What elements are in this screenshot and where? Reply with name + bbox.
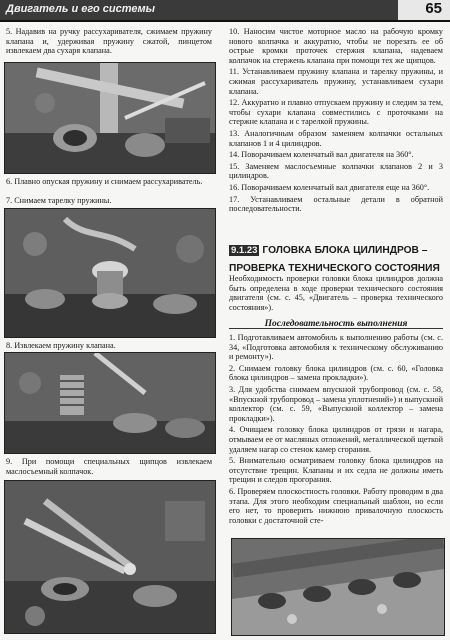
photo-oil-seal-pliers [4,480,216,634]
step-9-text: 9. При помощи специальных щипцов извлекаем маслосъемный колпачок. [6,457,212,476]
step-5-text: 5. Надавив на ручку рассухаривателя, сжимаем пружину клапана и, удерживая пружину сжатой, пинцетом извлекаем два сухаря клапана. [6,27,212,56]
procedure-step-1: 1. Подготавливаем автомобиль к выполнению работы (см. с. 34, «Подготовка автомобиля к техническому обслуживанию и ремонту»). [229,333,443,362]
page-number-box [398,0,450,20]
step-15-text: 15. Заменяем маслосъемные колпачки клапанов 2 и 3 цилиндров. [229,161,443,181]
photo-cylinder-head [231,538,445,636]
photo-valve-spring-compressor [4,62,216,174]
step-10-text: 10. Наносим чистое моторное масло на рабочую кромку нового колпачка и аккуратно, чтобы не порезать ее об острые кромки проточек стержня клапана, надеваем колпачок на стержень клапана при помощи тех же щипцов. [229,27,443,65]
step-6-text: 6. Плавно опуская пружину и снимаем рассухариватель. [6,177,203,186]
step-17-text: 17. Устанавливаем остальные детали в обратной последовательности. [229,194,443,214]
section-header-title: Двигатель и его системы [6,3,155,15]
step-8-text: 8. Извлекаем пружину клапана. [6,341,116,350]
step-12-text: 12. Аккуратно и плавно отпускаем пружину и следим за тем, чтобы сухари клапана совместились с проточками на стержне клапана и с тарелкой пружины. [229,98,443,127]
procedure-step-5: 5. Внимательно осматриваем головку блока цилиндров на отсутствие трещин. Клапаны и их седла не должны иметь трещин и следов прогорания. [229,456,443,485]
page-number: 65 [425,0,442,17]
step-13-text: 13. Аналогичным образом заменяем колпачки остальных клапанов 1 и 4 цилиндров. [229,128,443,148]
procedure-step-4: 4. Очищаем головку блока цилиндров от грязи и нагара, отмываем ее от масляных отложений, металлической щеткой удаляем нагар со стенок камер сгорания. [229,425,443,454]
procedure-step-3: 3. Для удобства снимаем впускной трубопровод (см. с. 58, «Впускной трубопровод – замена уплотнений») и выпускной коллектор (см. с. 59, «Выпускной коллектор – замена прокладки»). [229,384,443,423]
procedure-step-6: 6. Проверяем плоскостность головки. Работу проводим в два этапа. Для этого необходим специальный шаблон, но если его нет, то проверить нижнюю привалочную плоскость головки с достаточной сте- [229,486,443,525]
procedure-steps [229,333,443,525]
step-11-text: 11. Устанавливаем пружину клапана и тарелку пружины, и сжимая рассухариватель пружину, устанавливаем сухари клапана. [229,67,443,96]
step-7-text: 7. Снимаем тарелку пружины. [6,196,112,205]
step-14-text: 14. Поворачиваем коленчатый вал двигателя на 360°. [229,150,414,160]
photo-valve-spring-removal [4,352,216,454]
section-number: 9.1.23 [231,245,258,256]
photo-spring-plate-removal [4,208,216,338]
intro-block [229,274,443,312]
page-header [0,0,450,22]
right-column-steps [229,27,443,214]
procedure-step-2: 2. Снимаем головку блока цилиндров (см. с. 60, «Головка блока цилиндров – замена прокладки»). [229,363,443,383]
procedure-subheading: Последовательность выполнения [264,319,408,329]
intro-text: Необходимость проверки головки блока цилиндров должна быть определена в ходе проверки технического состояния двигателя (см. с. 45, «Двигатель – проверка технического состояния»). [229,274,443,312]
section-heading [229,240,445,276]
section-title: ГОЛОВКА БЛОКА ЦИЛИНДРОВ – ПРОВЕРКА ТЕХНИЧЕСКОГО СОСТОЯНИЯ [229,245,440,274]
step-16-text: 16. Поворачиваем коленчатый вал двигателя еще на 360°. [229,182,430,192]
subheading-rule [229,328,443,329]
